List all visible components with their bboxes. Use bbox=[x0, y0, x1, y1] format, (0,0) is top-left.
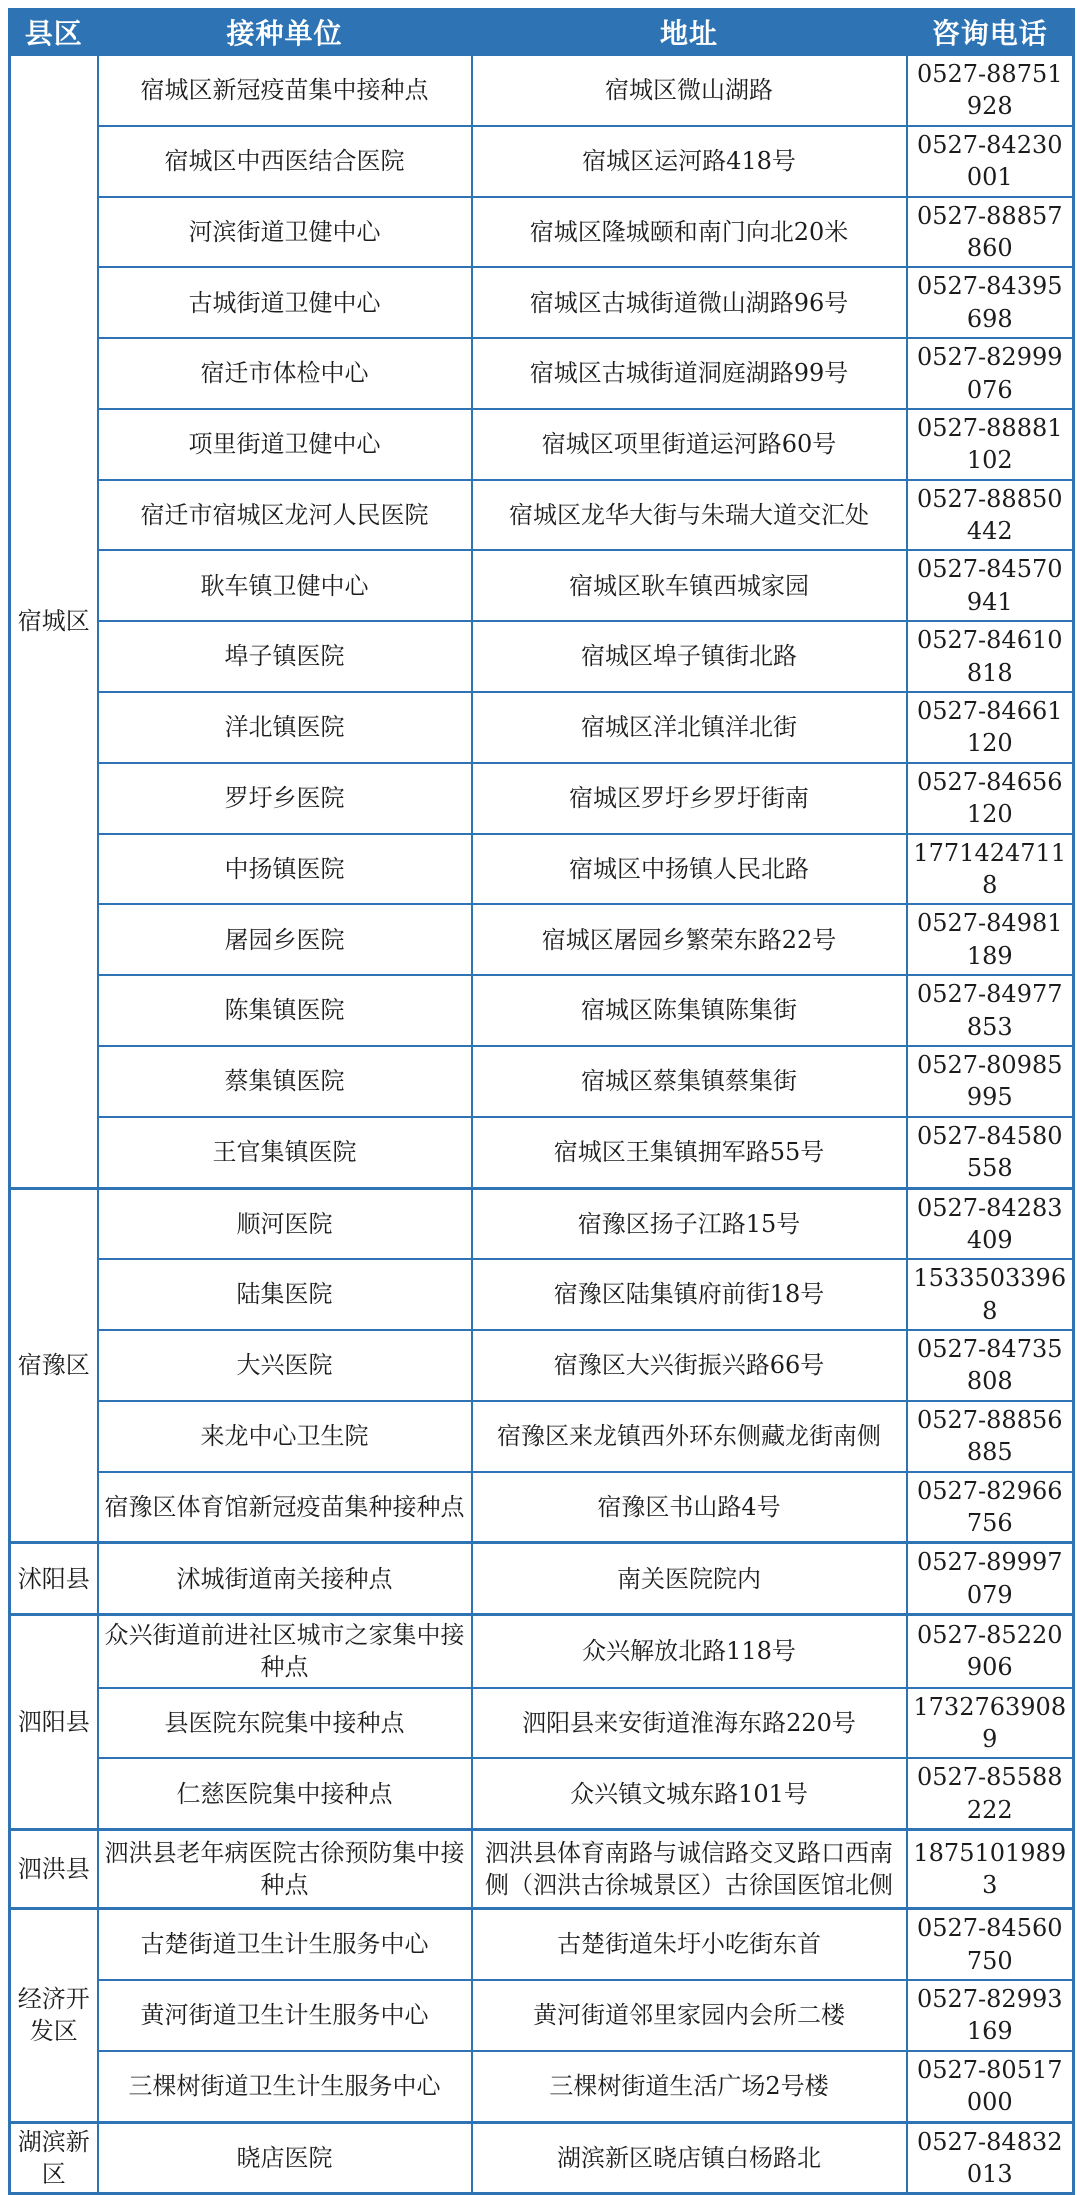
table-row bbox=[10, 409, 1074, 480]
phone-cell: 0527-84580558 bbox=[907, 1117, 1074, 1188]
table-row bbox=[10, 763, 1074, 834]
address-cell: 宿城区中扬镇人民北路 bbox=[472, 834, 907, 905]
district-cell: 泗洪县 bbox=[10, 1830, 98, 1909]
unit-cell: 河滨街道卫健中心 bbox=[98, 197, 472, 268]
address-cell: 三棵树街道生活广场2号楼 bbox=[472, 2051, 907, 2122]
table-row bbox=[10, 480, 1074, 551]
address-cell: 宿城区耿车镇西城家园 bbox=[472, 550, 907, 621]
address-cell: 泗阳县来安街道淮海东路220号 bbox=[472, 1688, 907, 1759]
phone-cell: 15335033968 bbox=[907, 1259, 1074, 1330]
phone-cell: 0527-84283409 bbox=[907, 1188, 1074, 1259]
unit-cell: 中扬镇医院 bbox=[98, 834, 472, 905]
phone-cell: 0527-89997079 bbox=[907, 1543, 1074, 1615]
table-row bbox=[10, 338, 1074, 409]
address-cell: 宿城区项里街道运河路60号 bbox=[472, 409, 907, 480]
address-cell: 宿城区隆城颐和南门向北20米 bbox=[472, 197, 907, 268]
unit-cell: 顺河医院 bbox=[98, 1188, 472, 1259]
unit-cell: 罗圩乡医院 bbox=[98, 763, 472, 834]
header-unit: 接种单位 bbox=[98, 10, 472, 55]
phone-cell: 0527-84610818 bbox=[907, 621, 1074, 692]
phone-cell: 0527-84977853 bbox=[907, 975, 1074, 1046]
table-row bbox=[10, 55, 1074, 126]
unit-cell: 蔡集镇医院 bbox=[98, 1046, 472, 1117]
unit-cell: 三棵树街道卫生计生服务中心 bbox=[98, 2051, 472, 2122]
table-row bbox=[10, 2122, 1074, 2194]
district-cell: 宿豫区 bbox=[10, 1188, 98, 1543]
address-cell: 宿城区蔡集镇蔡集街 bbox=[472, 1046, 907, 1117]
phone-cell: 17714247118 bbox=[907, 834, 1074, 905]
phone-cell: 0527-85220906 bbox=[907, 1615, 1074, 1688]
table-header bbox=[10, 10, 1074, 55]
district-cell: 泗阳县 bbox=[10, 1615, 98, 1830]
table-row bbox=[10, 1259, 1074, 1330]
phone-cell: 0527-82966756 bbox=[907, 1472, 1074, 1543]
address-cell: 宿城区龙华大街与朱瑞大道交汇处 bbox=[472, 480, 907, 551]
table-row bbox=[10, 975, 1074, 1046]
unit-cell: 黄河街道卫生计生服务中心 bbox=[98, 1980, 472, 2051]
header-row bbox=[10, 10, 1074, 55]
phone-cell: 0527-88881102 bbox=[907, 409, 1074, 480]
unit-cell: 项里街道卫健中心 bbox=[98, 409, 472, 480]
district-cell: 宿城区 bbox=[10, 55, 98, 1189]
table-row bbox=[10, 126, 1074, 197]
unit-cell: 宿迁市宿城区龙河人民医院 bbox=[98, 480, 472, 551]
address-cell: 古楚街道朱圩小吃街东首 bbox=[472, 1909, 907, 1980]
phone-cell: 0527-84661120 bbox=[907, 692, 1074, 763]
table-row bbox=[10, 1980, 1074, 2051]
table-row bbox=[10, 1758, 1074, 1829]
phone-cell: 0527-84832013 bbox=[907, 2122, 1074, 2194]
unit-cell: 埠子镇医院 bbox=[98, 621, 472, 692]
table-row bbox=[10, 197, 1074, 268]
phone-cell: 0527-84570941 bbox=[907, 550, 1074, 621]
unit-cell: 县医院东院集中接种点 bbox=[98, 1688, 472, 1759]
table-row bbox=[10, 1615, 1074, 1688]
phone-cell: 0527-88857860 bbox=[907, 197, 1074, 268]
unit-cell: 晓店医院 bbox=[98, 2122, 472, 2194]
phone-cell: 17327639089 bbox=[907, 1688, 1074, 1759]
unit-cell: 众兴街道前进社区城市之家集中接种点 bbox=[98, 1615, 472, 1688]
address-cell: 宿豫区陆集镇府前街18号 bbox=[472, 1259, 907, 1330]
unit-cell: 宿豫区体育馆新冠疫苗集种接种点 bbox=[98, 1472, 472, 1543]
unit-cell: 洋北镇医院 bbox=[98, 692, 472, 763]
table-row bbox=[10, 1046, 1074, 1117]
phone-cell: 0527-88856885 bbox=[907, 1401, 1074, 1472]
table-row bbox=[10, 1117, 1074, 1188]
table-row bbox=[10, 1688, 1074, 1759]
address-cell: 众兴解放北路118号 bbox=[472, 1615, 907, 1688]
unit-cell: 泗洪县老年病医院古徐预防集中接种点 bbox=[98, 1830, 472, 1909]
header-district: 县区 bbox=[10, 10, 98, 55]
table-row bbox=[10, 621, 1074, 692]
table-row bbox=[10, 1330, 1074, 1401]
header-phone: 咨询电话 bbox=[907, 10, 1074, 55]
address-cell: 宿城区埠子镇街北路 bbox=[472, 621, 907, 692]
unit-cell: 王官集镇医院 bbox=[98, 1117, 472, 1188]
address-cell: 宿城区运河路418号 bbox=[472, 126, 907, 197]
address-cell: 宿豫区书山路4号 bbox=[472, 1472, 907, 1543]
address-cell: 宿城区微山湖路 bbox=[472, 55, 907, 126]
table-body bbox=[10, 55, 1074, 2194]
unit-cell: 宿迁市体检中心 bbox=[98, 338, 472, 409]
table-row bbox=[10, 692, 1074, 763]
address-cell: 众兴镇文城东路101号 bbox=[472, 1758, 907, 1829]
phone-cell: 0527-82999076 bbox=[907, 338, 1074, 409]
table-row bbox=[10, 834, 1074, 905]
table-row bbox=[10, 550, 1074, 621]
district-cell: 湖滨新区 bbox=[10, 2122, 98, 2194]
phone-cell: 0527-88751928 bbox=[907, 55, 1074, 126]
table-row bbox=[10, 267, 1074, 338]
address-cell: 宿城区罗圩乡罗圩街南 bbox=[472, 763, 907, 834]
phone-cell: 0527-84395698 bbox=[907, 267, 1074, 338]
table-row bbox=[10, 1909, 1074, 1980]
unit-cell: 沭城街道南关接种点 bbox=[98, 1543, 472, 1615]
address-cell: 宿城区古城街道微山湖路96号 bbox=[472, 267, 907, 338]
address-cell: 宿城区屠园乡繁荣东路22号 bbox=[472, 904, 907, 975]
phone-cell: 0527-88850442 bbox=[907, 480, 1074, 551]
table-row bbox=[10, 1401, 1074, 1472]
table-row bbox=[10, 904, 1074, 975]
address-cell: 宿豫区来龙镇西外环东侧藏龙街南侧 bbox=[472, 1401, 907, 1472]
unit-cell: 耿车镇卫健中心 bbox=[98, 550, 472, 621]
vaccination-sites-table bbox=[8, 8, 1075, 2195]
address-cell: 宿豫区扬子江路15号 bbox=[472, 1188, 907, 1259]
phone-cell: 18751019893 bbox=[907, 1830, 1074, 1909]
header-address: 地址 bbox=[472, 10, 907, 55]
phone-cell: 0527-85588222 bbox=[907, 1758, 1074, 1829]
phone-cell: 0527-80985995 bbox=[907, 1046, 1074, 1117]
address-cell: 宿豫区大兴街振兴路66号 bbox=[472, 1330, 907, 1401]
table-row bbox=[10, 1188, 1074, 1259]
address-cell: 宿城区古城街道洞庭湖路99号 bbox=[472, 338, 907, 409]
unit-cell: 古城街道卫健中心 bbox=[98, 267, 472, 338]
unit-cell: 陈集镇医院 bbox=[98, 975, 472, 1046]
table-row bbox=[10, 1472, 1074, 1543]
unit-cell: 宿城区中西医结合医院 bbox=[98, 126, 472, 197]
unit-cell: 来龙中心卫生院 bbox=[98, 1401, 472, 1472]
address-cell: 湖滨新区晓店镇白杨路北 bbox=[472, 2122, 907, 2194]
unit-cell: 古楚街道卫生计生服务中心 bbox=[98, 1909, 472, 1980]
address-cell: 黄河街道邻里家园内会所二楼 bbox=[472, 1980, 907, 2051]
address-cell: 宿城区洋北镇洋北街 bbox=[472, 692, 907, 763]
address-cell: 南关医院院内 bbox=[472, 1543, 907, 1615]
unit-cell: 屠园乡医院 bbox=[98, 904, 472, 975]
address-cell: 宿城区陈集镇陈集街 bbox=[472, 975, 907, 1046]
phone-cell: 0527-82993169 bbox=[907, 1980, 1074, 2051]
phone-cell: 0527-84560750 bbox=[907, 1909, 1074, 1980]
phone-cell: 0527-84230001 bbox=[907, 126, 1074, 197]
address-cell: 泗洪县体育南路与诚信路交叉路口西南侧（泗洪古徐城景区）古徐国医馆北侧 bbox=[472, 1830, 907, 1909]
table-row bbox=[10, 2051, 1074, 2122]
district-cell: 沭阳县 bbox=[10, 1543, 98, 1615]
unit-cell: 仁慈医院集中接种点 bbox=[98, 1758, 472, 1829]
table-row bbox=[10, 1543, 1074, 1615]
unit-cell: 宿城区新冠疫苗集中接种点 bbox=[98, 55, 472, 126]
unit-cell: 陆集医院 bbox=[98, 1259, 472, 1330]
phone-cell: 0527-84656120 bbox=[907, 763, 1074, 834]
unit-cell: 大兴医院 bbox=[98, 1330, 472, 1401]
phone-cell: 0527-80517000 bbox=[907, 2051, 1074, 2122]
district-cell: 经济开发区 bbox=[10, 1909, 98, 2122]
phone-cell: 0527-84981189 bbox=[907, 904, 1074, 975]
phone-cell: 0527-84735808 bbox=[907, 1330, 1074, 1401]
table-row bbox=[10, 1830, 1074, 1909]
address-cell: 宿城区王集镇拥军路55号 bbox=[472, 1117, 907, 1188]
